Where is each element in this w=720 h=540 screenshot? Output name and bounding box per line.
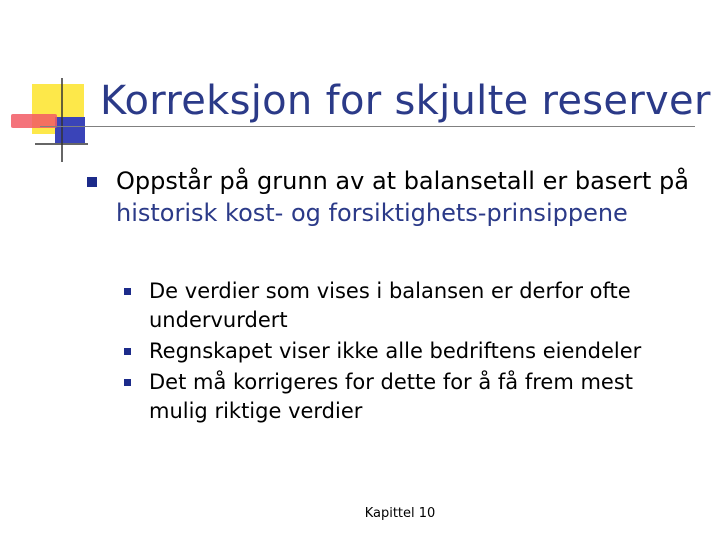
slide-title: Korreksjon for skjulte reserver [100, 78, 711, 124]
square-bullet-icon [87, 177, 97, 187]
sub-bullet-item [124, 337, 684, 366]
sub-bullet-text: Det må korrigeres for dette for å få frem mest mulig riktige verdier [149, 370, 634, 423]
logo-blue-square [55, 117, 85, 143]
sub-bullet-item [124, 368, 684, 426]
main-bullet-text-plain: Oppstår på grunn av at balansetall er basert på [116, 167, 689, 195]
square-bullet-icon [124, 379, 131, 386]
square-bullet-icon [124, 288, 131, 295]
slide-footer: Kapittel 10 [364, 506, 436, 521]
main-bullet-text [116, 165, 698, 229]
decorative-logo [0, 0, 110, 170]
sub-bullet-text: De verdier som vises i balansen er derfor ofte undervurdert [149, 279, 631, 332]
sub-bullet-list [124, 277, 684, 428]
square-bullet-icon [124, 348, 131, 355]
sub-bullet-text: Regnskapet viser ikke alle bedriftens eiendeler [149, 339, 642, 363]
main-bullet-highlight: historisk kost- og forsiktighets-prinsippene [116, 199, 628, 227]
sub-bullet-item [124, 277, 684, 335]
title-underline [40, 126, 695, 127]
main-bullet [88, 165, 698, 229]
